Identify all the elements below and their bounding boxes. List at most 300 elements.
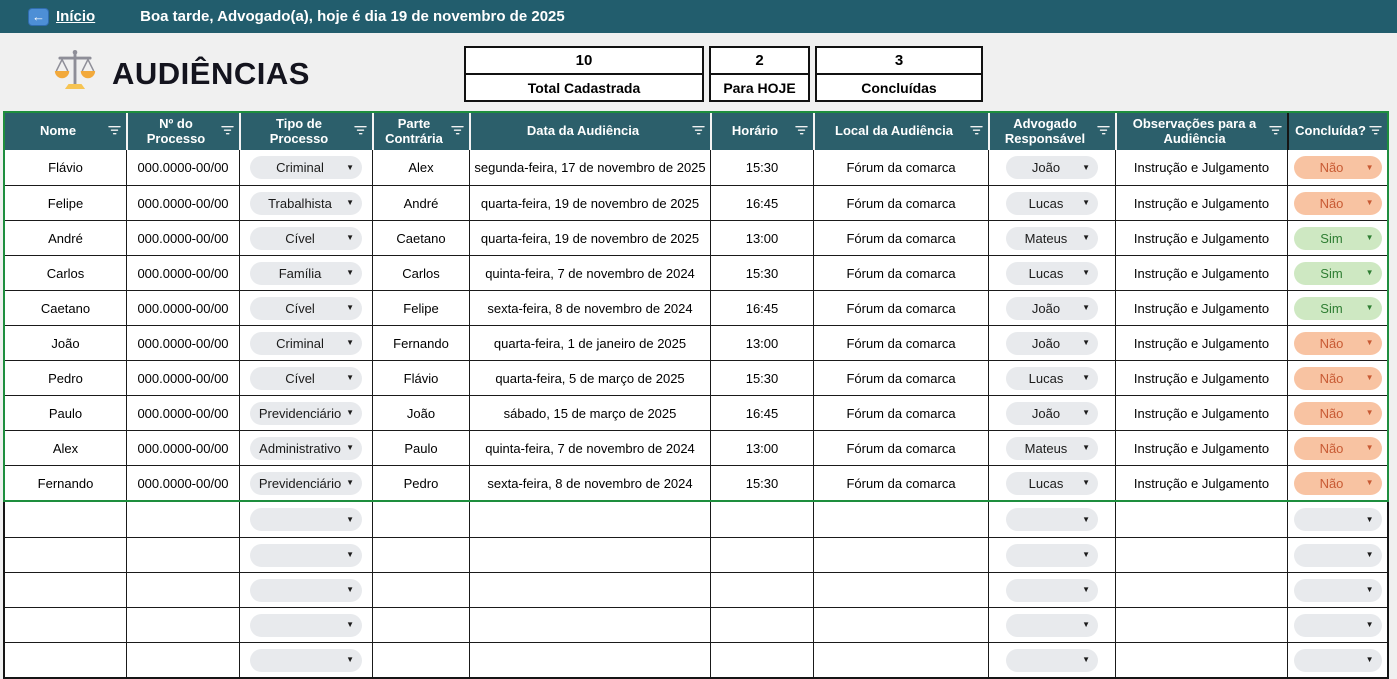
tipo-dropdown[interactable] (250, 227, 362, 250)
page-header (52, 48, 310, 99)
cell-nome (5, 608, 126, 642)
cell-processo (126, 608, 239, 642)
cell-obs (1115, 643, 1287, 677)
cell-data: quarta-feira, 19 de novembro de 2025 (469, 221, 710, 255)
cell-nome: Caetano (40, 300, 91, 316)
cell-horario: 16:45 (710, 186, 813, 220)
column-header-label: Advogado Responsável (1004, 115, 1086, 146)
dropdown-arrow-icon: ▼ (1082, 233, 1090, 242)
cell-nome: Flávio (48, 160, 83, 175)
dropdown-arrow-icon: ▼ (1365, 233, 1374, 242)
cell-advogado (988, 396, 1115, 430)
tipo-dropdown[interactable] (250, 156, 362, 179)
dropdown-value: Não (1319, 195, 1344, 211)
cell-tipo (239, 466, 372, 500)
cell-tipo (239, 221, 372, 255)
cell-processo: 000.0000-00/00 (126, 256, 239, 290)
cell-nome: Paulo (48, 405, 83, 421)
cell-tipo (239, 502, 372, 537)
cell-local: Fórum da comarca (813, 291, 988, 325)
stat-value: 2 (711, 48, 808, 75)
advogado-dropdown[interactable] (1006, 544, 1098, 567)
table-row (5, 395, 1387, 430)
column-header-horario[interactable] (710, 113, 813, 150)
filter-icon[interactable] (692, 124, 705, 139)
back-button-label: Início (56, 8, 96, 25)
cell-parte (372, 502, 469, 537)
advogado-dropdown[interactable] (1006, 614, 1098, 637)
column-header-label: Local da Audiência (835, 123, 953, 139)
tipo-dropdown[interactable] (250, 508, 362, 531)
dropdown-value: João (1031, 405, 1061, 421)
cell-data (469, 643, 710, 677)
cell-horario: 16:45 (710, 291, 813, 325)
dropdown-arrow-icon: ▼ (1365, 338, 1374, 347)
cell-advogado (988, 361, 1115, 395)
cell-obs: Instrução e Julgamento (1115, 361, 1287, 395)
column-header-label: Data da Audiência (526, 123, 640, 139)
dropdown-arrow-icon: ▼ (1082, 478, 1090, 487)
column-header-nome[interactable] (5, 113, 126, 150)
cell-advogado (988, 150, 1115, 185)
dropdown-arrow-icon: ▼ (346, 303, 354, 312)
dropdown-value: Administrativo (259, 440, 341, 456)
cell-tipo (239, 150, 372, 185)
dropdown-arrow-icon: ▼ (346, 655, 354, 664)
advogado-dropdown[interactable] (1006, 579, 1098, 602)
dropdown-arrow-icon: ▼ (1365, 303, 1374, 312)
dropdown-arrow-icon: ▼ (1082, 162, 1090, 172)
column-header-processo[interactable] (126, 113, 239, 150)
dropdown-value: Lucas (1028, 475, 1064, 491)
cell-local (813, 643, 988, 677)
cell-nome: André (48, 230, 83, 246)
summary-stats (464, 46, 983, 102)
cell-obs: Instrução e Julgamento (1115, 431, 1287, 465)
dropdown-arrow-icon: ▼ (1082, 408, 1090, 417)
cell-data (469, 608, 710, 642)
cell-concluida (1287, 150, 1387, 185)
cell-horario (710, 538, 813, 572)
cell-obs: Instrução e Julgamento (1115, 466, 1287, 500)
cell-data (469, 573, 710, 607)
cell-horario: 13:00 (710, 326, 813, 360)
cell-tipo (239, 608, 372, 642)
cell-horario: 15:30 (710, 150, 813, 185)
cell-tipo (239, 256, 372, 290)
column-header-local[interactable] (813, 113, 988, 150)
concluida-dropdown[interactable] (1294, 544, 1382, 567)
tipo-dropdown[interactable] (250, 192, 362, 215)
cell-concluida (1287, 221, 1387, 255)
cell-parte: Pedro (372, 466, 469, 500)
cell-nome (5, 643, 126, 677)
cell-tipo (239, 573, 372, 607)
dropdown-value: Lucas (1028, 195, 1064, 211)
cell-local (813, 502, 988, 537)
cell-local: Fórum da comarca (813, 466, 988, 500)
dropdown-arrow-icon: ▼ (346, 268, 354, 277)
dropdown-value: Não (1319, 335, 1344, 351)
cell-parte: Carlos (372, 256, 469, 290)
cell-data: quarta-feira, 19 de novembro de 2025 (469, 186, 710, 220)
cell-parte: João (372, 396, 469, 430)
dropdown-arrow-icon: ▼ (346, 478, 354, 487)
cell-advogado (988, 291, 1115, 325)
cell-horario (710, 608, 813, 642)
dropdown-value: Família (278, 265, 322, 281)
filter-icon[interactable] (354, 124, 367, 139)
cell-nome: Pedro (48, 370, 83, 386)
page-title: AUDIÊNCIAS (112, 55, 310, 91)
cell-nome: João (51, 335, 80, 351)
advogado-dropdown[interactable] (1006, 156, 1098, 179)
filter-icon[interactable] (1097, 124, 1110, 139)
stat-concluidas (815, 46, 983, 102)
cell-data (469, 502, 710, 537)
concluida-dropdown[interactable] (1294, 156, 1382, 179)
dropdown-arrow-icon: ▼ (1365, 162, 1374, 172)
cell-data (469, 538, 710, 572)
cell-advogado (988, 502, 1115, 537)
stat-value: 10 (466, 48, 702, 75)
filter-icon[interactable] (451, 124, 464, 139)
filter-icon[interactable] (1369, 124, 1382, 139)
cell-local: Fórum da comarca (813, 221, 988, 255)
cell-local: Fórum da comarca (813, 150, 988, 185)
filter-icon[interactable] (970, 124, 983, 139)
back-button[interactable] (28, 8, 95, 26)
cell-parte: Alex (372, 150, 469, 185)
cell-local (813, 608, 988, 642)
cell-processo: 000.0000-00/00 (126, 150, 239, 185)
cell-data: segunda-feira, 17 de novembro de 2025 (469, 150, 710, 185)
cell-nome: Fernando (37, 475, 94, 491)
dropdown-arrow-icon: ▼ (346, 585, 354, 594)
cell-horario: 13:00 (710, 431, 813, 465)
cell-advogado (988, 608, 1115, 642)
cell-concluida (1287, 186, 1387, 220)
tipo-dropdown[interactable] (250, 579, 362, 602)
cell-parte: André (372, 186, 469, 220)
column-header-label: Parte Contrária (385, 115, 443, 146)
cell-tipo (239, 431, 372, 465)
cell-processo (126, 502, 239, 537)
cell-obs: Instrução e Julgamento (1115, 256, 1287, 290)
cell-local: Fórum da comarca (813, 431, 988, 465)
dropdown-arrow-icon: ▼ (346, 620, 354, 629)
cell-local: Fórum da comarca (813, 256, 988, 290)
stat-para-hoje (709, 46, 810, 102)
cell-local (813, 538, 988, 572)
concluida-dropdown[interactable] (1294, 297, 1382, 320)
tipo-dropdown[interactable] (250, 262, 362, 285)
column-header-label: Tipo de Processo (269, 115, 329, 146)
cell-tipo (239, 291, 372, 325)
column-header-parte[interactable] (372, 113, 469, 150)
concluida-dropdown[interactable] (1294, 472, 1382, 495)
dropdown-arrow-icon: ▼ (1082, 198, 1090, 207)
dropdown-arrow-icon: ▼ (346, 162, 354, 172)
cell-obs: Instrução e Julgamento (1115, 221, 1287, 255)
column-header-label: Nome (39, 123, 77, 139)
column-header-data[interactable] (469, 113, 710, 150)
cell-concluida (1287, 291, 1387, 325)
tipo-dropdown[interactable] (250, 544, 362, 567)
cell-advogado (988, 466, 1115, 500)
cell-concluida (1287, 608, 1387, 642)
dropdown-value: Não (1319, 475, 1344, 491)
dropdown-value: Lucas (1028, 370, 1064, 386)
scales-icon (52, 48, 98, 99)
table-body (5, 150, 1387, 500)
cell-advogado (988, 326, 1115, 360)
empty-table-row (5, 642, 1387, 677)
table-row (5, 325, 1387, 360)
cell-horario: 15:30 (710, 361, 813, 395)
cell-parte: Fernando (372, 326, 469, 360)
dropdown-value: João (1031, 160, 1061, 175)
cell-data: quarta-feira, 1 de janeiro de 2025 (469, 326, 710, 360)
cell-processo (126, 538, 239, 572)
cell-parte: Flávio (372, 361, 469, 395)
table-header-row (5, 113, 1387, 150)
dropdown-value: Cível (285, 300, 315, 316)
tipo-dropdown[interactable] (250, 402, 362, 425)
dropdown-arrow-icon: ▼ (1082, 303, 1090, 312)
cell-parte (372, 643, 469, 677)
dropdown-arrow-icon: ▼ (346, 408, 354, 417)
advogado-dropdown[interactable] (1006, 297, 1098, 320)
filter-icon[interactable] (221, 124, 234, 139)
cell-processo: 000.0000-00/00 (126, 396, 239, 430)
tipo-dropdown[interactable] (250, 367, 362, 390)
cell-obs: Instrução e Julgamento (1115, 291, 1287, 325)
cell-obs: Instrução e Julgamento (1115, 326, 1287, 360)
dropdown-value: Não (1319, 160, 1344, 175)
cell-nome (5, 502, 126, 537)
cell-parte: Paulo (372, 431, 469, 465)
advogado-dropdown[interactable] (1006, 472, 1098, 495)
column-header-label: Nº do Processo (146, 115, 206, 146)
advogado-dropdown[interactable] (1006, 192, 1098, 215)
dropdown-arrow-icon: ▼ (1082, 338, 1090, 347)
dropdown-value: Mateus (1024, 440, 1068, 456)
stat-total-cadastrada (464, 46, 704, 102)
cell-advogado (988, 256, 1115, 290)
tipo-dropdown[interactable] (250, 472, 362, 495)
dropdown-value: Sim (1320, 265, 1343, 281)
advogado-dropdown[interactable] (1006, 332, 1098, 355)
cell-concluida (1287, 256, 1387, 290)
cell-processo: 000.0000-00/00 (126, 221, 239, 255)
cell-data: sexta-feira, 8 de novembro de 2024 (469, 291, 710, 325)
dropdown-arrow-icon: ▼ (1365, 550, 1374, 559)
dropdown-arrow-icon: ▼ (346, 233, 354, 242)
advogado-dropdown[interactable] (1006, 402, 1098, 425)
cell-processo: 000.0000-00/00 (126, 466, 239, 500)
concluida-dropdown[interactable] (1294, 579, 1382, 602)
dropdown-value: Criminal (276, 335, 324, 351)
dropdown-arrow-icon: ▼ (346, 443, 354, 452)
tipo-dropdown[interactable] (250, 332, 362, 355)
column-header-advogado[interactable] (988, 113, 1115, 150)
cell-horario: 15:30 (710, 466, 813, 500)
cell-processo (126, 643, 239, 677)
tipo-dropdown[interactable] (250, 614, 362, 637)
advogado-dropdown[interactable] (1006, 227, 1098, 250)
cell-advogado (988, 643, 1115, 677)
dropdown-value: Não (1319, 370, 1344, 386)
table-row (5, 255, 1387, 290)
concluida-dropdown[interactable] (1294, 649, 1382, 672)
stat-value: 3 (817, 48, 981, 75)
dropdown-value: Lucas (1028, 265, 1064, 281)
topbar (0, 0, 1397, 33)
column-header-tipo[interactable] (239, 113, 372, 150)
advogado-dropdown[interactable] (1006, 508, 1098, 531)
column-header-obs[interactable] (1115, 113, 1287, 150)
cell-processo: 000.0000-00/00 (126, 431, 239, 465)
cell-nome (5, 538, 126, 572)
dropdown-arrow-icon: ▼ (346, 373, 354, 382)
dropdown-arrow-icon: ▼ (1365, 620, 1374, 629)
cell-data: sábado, 15 de março de 2025 (469, 396, 710, 430)
concluida-dropdown[interactable] (1294, 192, 1382, 215)
cell-horario: 16:45 (710, 396, 813, 430)
dropdown-arrow-icon: ▼ (1365, 478, 1374, 487)
dropdown-value: Sim (1320, 230, 1343, 246)
cell-concluida (1287, 361, 1387, 395)
dropdown-arrow-icon: ▼ (1365, 655, 1374, 664)
cell-concluida (1287, 396, 1387, 430)
cell-tipo (239, 186, 372, 220)
filter-icon[interactable] (1269, 124, 1282, 139)
cell-local: Fórum da comarca (813, 361, 988, 395)
greeting-text: Boa tarde, Advogado(a), hoje é dia 19 de novembro de 2025 (140, 8, 565, 25)
dropdown-value: Não (1319, 440, 1344, 456)
cell-tipo (239, 361, 372, 395)
stat-label: Concluídas (861, 79, 937, 96)
cell-advogado (988, 431, 1115, 465)
dropdown-arrow-icon: ▼ (1082, 655, 1090, 664)
cell-local: Fórum da comarca (813, 326, 988, 360)
concluida-dropdown[interactable] (1294, 262, 1382, 285)
dropdown-value: Previdenciário (258, 405, 342, 421)
cell-data: sexta-feira, 8 de novembro de 2024 (469, 466, 710, 500)
column-header-concluida[interactable] (1287, 113, 1387, 150)
cell-horario (710, 573, 813, 607)
cell-local: Fórum da comarca (813, 186, 988, 220)
advogado-dropdown[interactable] (1006, 649, 1098, 672)
dropdown-value: Criminal (276, 160, 324, 175)
cell-nome: Felipe (47, 195, 84, 211)
dropdown-value: João (1031, 335, 1061, 351)
cell-horario: 15:30 (710, 256, 813, 290)
cell-local: Fórum da comarca (813, 396, 988, 430)
concluida-dropdown[interactable] (1294, 402, 1382, 425)
concluida-dropdown[interactable] (1294, 367, 1382, 390)
column-header-label: Concluída? (1295, 123, 1366, 139)
cell-parte (372, 608, 469, 642)
dropdown-arrow-icon: ▼ (346, 514, 354, 524)
cell-advogado (988, 186, 1115, 220)
cell-obs: Instrução e Julgamento (1115, 186, 1287, 220)
advogado-dropdown[interactable] (1006, 367, 1098, 390)
cell-horario (710, 643, 813, 677)
cell-advogado (988, 538, 1115, 572)
concluida-dropdown[interactable] (1294, 508, 1382, 531)
dropdown-arrow-icon: ▼ (1365, 373, 1374, 382)
column-header-label: Horário (731, 123, 779, 139)
cell-tipo (239, 326, 372, 360)
advogado-dropdown[interactable] (1006, 262, 1098, 285)
cell-parte: Felipe (372, 291, 469, 325)
cell-parte (372, 538, 469, 572)
table-row (5, 290, 1387, 325)
cell-horario (710, 502, 813, 537)
dropdown-arrow-icon: ▼ (1365, 514, 1374, 524)
cell-processo: 000.0000-00/00 (126, 326, 239, 360)
cell-advogado (988, 573, 1115, 607)
cell-processo: 000.0000-00/00 (126, 361, 239, 395)
cell-obs (1115, 538, 1287, 572)
dropdown-arrow-icon: ▼ (346, 338, 354, 347)
dropdown-arrow-icon: ▼ (1365, 268, 1374, 277)
dropdown-value: Cível (285, 370, 315, 386)
advogado-dropdown[interactable] (1006, 437, 1098, 460)
dropdown-value: Previdenciário (258, 475, 342, 491)
concluida-dropdown[interactable] (1294, 332, 1382, 355)
dropdown-arrow-icon: ▼ (1365, 198, 1374, 207)
dropdown-value: João (1031, 300, 1061, 316)
cell-data: quinta-feira, 7 de novembro de 2024 (469, 431, 710, 465)
tipo-dropdown[interactable] (250, 437, 362, 460)
concluida-dropdown[interactable] (1294, 227, 1382, 250)
empty-table-row (5, 537, 1387, 572)
table-row (5, 150, 1387, 185)
dropdown-arrow-icon: ▼ (1082, 373, 1090, 382)
concluida-dropdown[interactable] (1294, 614, 1382, 637)
audiencias-table (3, 111, 1389, 679)
dropdown-value: Trabalhista (268, 195, 332, 211)
dropdown-value: Sim (1320, 300, 1343, 316)
dropdown-value: Cível (285, 230, 315, 246)
cell-parte (372, 573, 469, 607)
cell-concluida (1287, 643, 1387, 677)
dropdown-arrow-icon: ▼ (1365, 408, 1374, 417)
dropdown-arrow-icon: ▼ (1082, 514, 1090, 524)
cell-processo: 000.0000-00/00 (126, 291, 239, 325)
filter-range (3, 111, 1389, 502)
dropdown-arrow-icon: ▼ (346, 198, 354, 207)
cell-nome: Carlos (46, 265, 85, 281)
filter-icon[interactable] (795, 124, 808, 139)
cell-concluida (1287, 538, 1387, 572)
back-arrow-icon: ← (28, 8, 49, 26)
cell-obs: Instrução e Julgamento (1115, 150, 1287, 185)
tipo-dropdown[interactable] (250, 649, 362, 672)
empty-table-row (5, 607, 1387, 642)
tipo-dropdown[interactable] (250, 297, 362, 320)
cell-obs (1115, 573, 1287, 607)
filter-icon[interactable] (108, 124, 121, 139)
cell-processo (126, 573, 239, 607)
empty-table-row (5, 572, 1387, 607)
concluida-dropdown[interactable] (1294, 437, 1382, 460)
cell-parte: Caetano (372, 221, 469, 255)
cell-data: quinta-feira, 7 de novembro de 2024 (469, 256, 710, 290)
